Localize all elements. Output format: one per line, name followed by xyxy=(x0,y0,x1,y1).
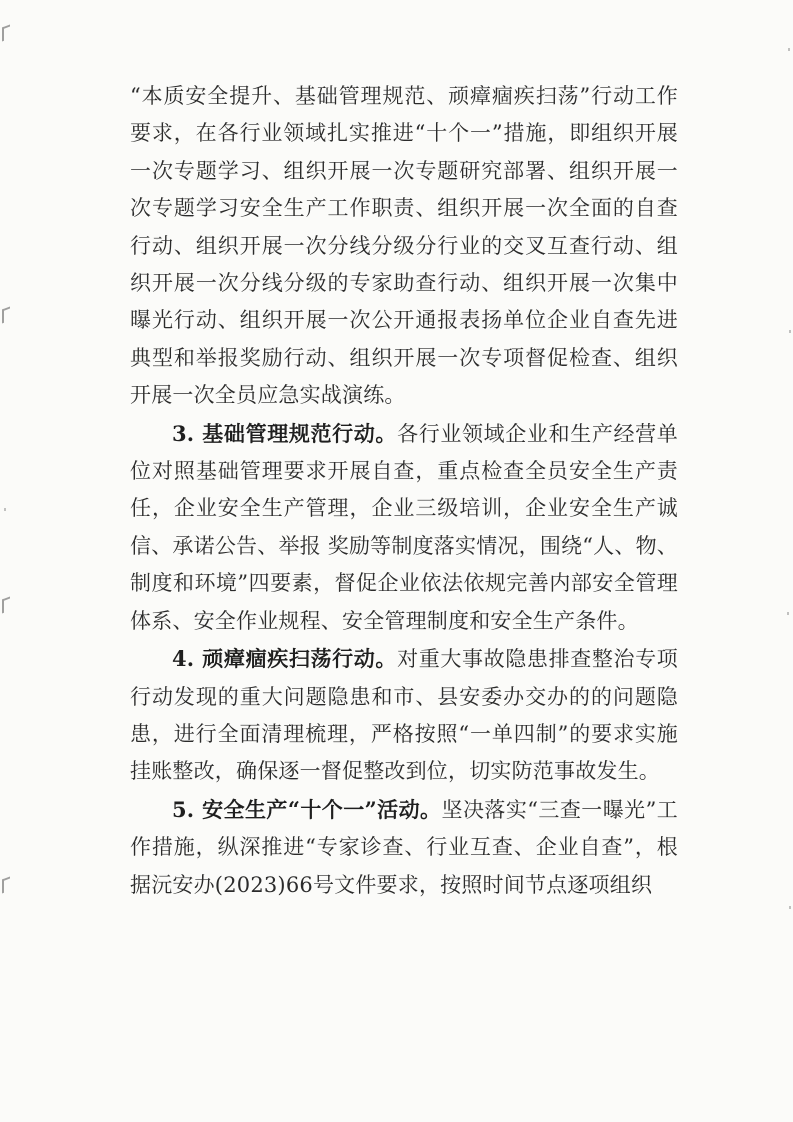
binding-mark xyxy=(2,877,10,894)
paragraph-text: 坚决落实“三查一曝光”工作措施，纵深推进“专家诊查、行业互查、企业自查”，根据沅安办(2023)66号文件要求，按照时间节点逐项组织 xyxy=(130,797,678,897)
paragraph-text: “本质安全提升、基础管理规范、顽瘴痼疾扫荡”行动工作要求，在各行业领域扎实推进“十个一”措施，即组织开展一次专题学习、组织开展一次专题研究部署、组织开展一次专题学习安全生产工作职责、组织开展一次全面的自查行动、组织开展一次分线分级分行业的交叉互查行动、组织开展一次分线分级的专家助查行动、组织开展一次集中曝光行动、组织开展一次公开通报表扬单位企业自查先进典型和举报奖励行动、组织开展一次专项督促检查、组织开展一次全员应急实战演练。 xyxy=(130,84,678,408)
scan-speck xyxy=(4,508,6,511)
paragraph-heading: 4. 顽瘴痼疾扫荡行动。 xyxy=(172,646,398,672)
paragraph-chronic-issues xyxy=(130,640,678,791)
paragraph-text: 对重大事故隐患排查整治专项行动发现的重大问题隐患和市、县安委办交办的的问题隐患，进行全面清理梳理，严格按照“一单四制”的要求实施挂账整改，确保逐一督促整改到位，切实防范事故发生。 xyxy=(130,647,678,784)
paragraph-text: 各行业领域企业和生产经营单位对照基础管理要求开展自查，重点检查全员安全生产责任，企业安全生产管理，企业三级培训，企业安全生产诚信、承诺公告、举报 奖励等制度落实情况，围绕“人、物、制度和环境”四要素，督促企业依法依规完善内部安全管理体系、安全作业规程、安全管理制度和安全生产条件。 xyxy=(130,421,678,633)
binding-mark xyxy=(2,597,10,614)
paragraph-continuation xyxy=(130,78,678,415)
scan-speck xyxy=(789,330,791,333)
paragraph-heading: 5. 安全生产“十个一”活动。 xyxy=(172,796,442,822)
scan-speck xyxy=(789,906,791,909)
document-body xyxy=(130,78,678,904)
paragraph-heading: 3. 基础管理规范行动。 xyxy=(172,420,398,446)
paragraph-ten-ones xyxy=(130,791,678,904)
scan-speck xyxy=(787,612,789,615)
scan-speck xyxy=(788,48,790,51)
binding-mark xyxy=(2,307,10,324)
paragraph-basic-management xyxy=(130,415,678,640)
binding-mark xyxy=(2,25,10,42)
